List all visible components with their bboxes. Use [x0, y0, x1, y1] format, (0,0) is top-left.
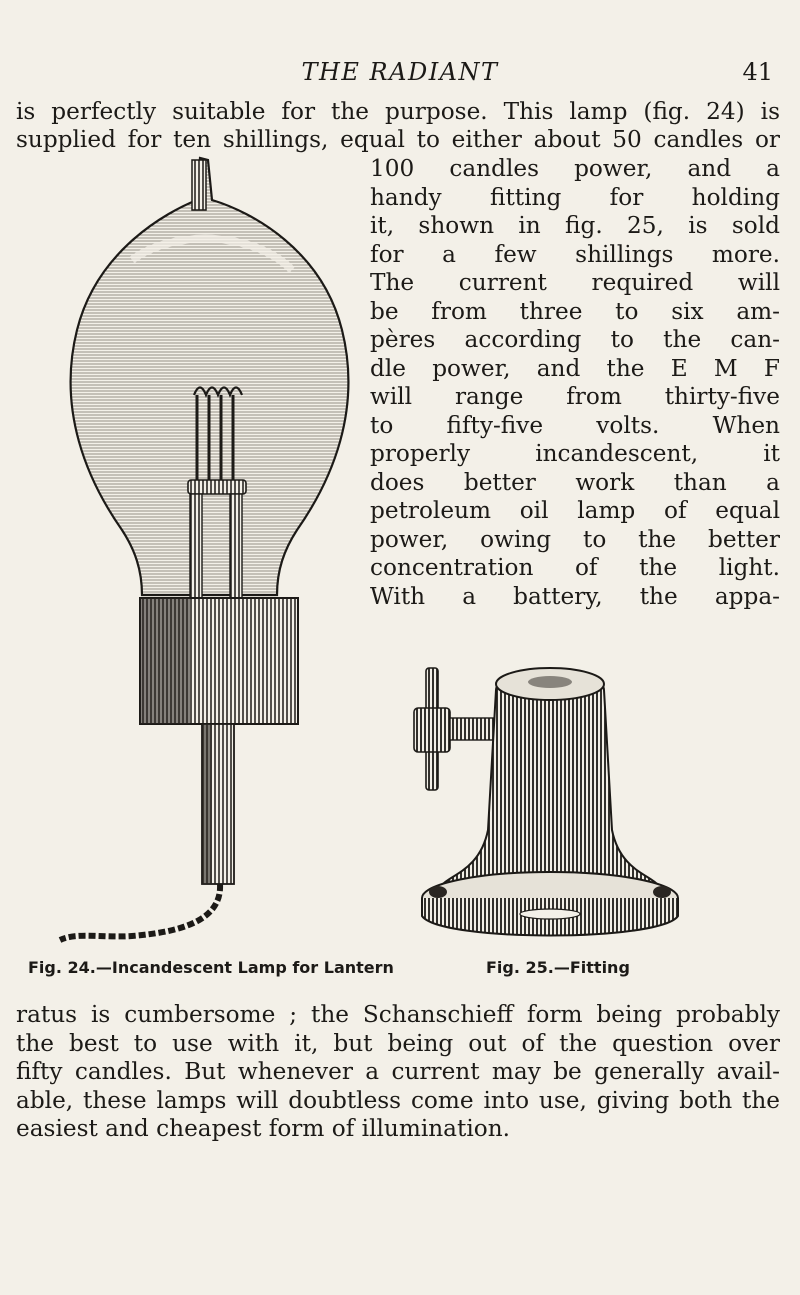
- body-line: supplied for ten shillings, equal to either about 50 candles or: [16, 126, 780, 153]
- running-title: THE RADIANT: [301, 58, 499, 86]
- figure-24-caption: Fig. 24.—Incandescent Lamp for Lantern: [28, 958, 394, 977]
- body-line: properly incandescent, it: [370, 440, 780, 467]
- lamp-fitting-figure: [400, 660, 690, 945]
- body-line: for a few shillings more.: [370, 240, 780, 268]
- body-line: handy fitting for holding: [370, 183, 780, 211]
- body-line: the best to use with it, but being out of the question over: [16, 1029, 780, 1057]
- body-line: will range from thirty-five: [370, 383, 780, 410]
- incandescent-lamp-figure: [22, 150, 372, 950]
- body-line: is perfectly suitable for the purpose. This lamp (fig. 24) is: [16, 98, 780, 125]
- body-line: fifty candles. But whenever a current may be generally avail-: [16, 1058, 780, 1085]
- body-line: dle power, and the E M F: [370, 354, 780, 382]
- body-line: able, these lamps will doubtless come into use, giving both the: [16, 1086, 780, 1114]
- body-line: With a battery, the appa-: [370, 582, 780, 610]
- page-header: [0, 58, 800, 98]
- body-line: power, owing to the better: [370, 525, 780, 553]
- body-line: it, shown in fig. 25, is sold: [370, 212, 780, 239]
- body-line: The current required will: [370, 269, 780, 296]
- body-line: concentration of the light.: [370, 554, 780, 581]
- body-line: be from three to six am-: [370, 297, 780, 325]
- figure-25-caption: Fig. 25.—Fitting: [486, 958, 630, 977]
- body-line: easiest and cheapest form of illumination.: [16, 1115, 511, 1142]
- body-line: to fifty-five volts. When: [370, 411, 780, 439]
- body-line: petroleum oil lamp of equal: [370, 497, 780, 524]
- body-line: pères according to the can-: [370, 326, 780, 353]
- body-line: 100 candles power, and a: [370, 155, 780, 182]
- body-line: ratus is cumbersome ; the Schanschieff form being probably: [16, 1001, 780, 1028]
- page-number: 41: [742, 58, 773, 86]
- body-line: does better work than a: [370, 468, 780, 496]
